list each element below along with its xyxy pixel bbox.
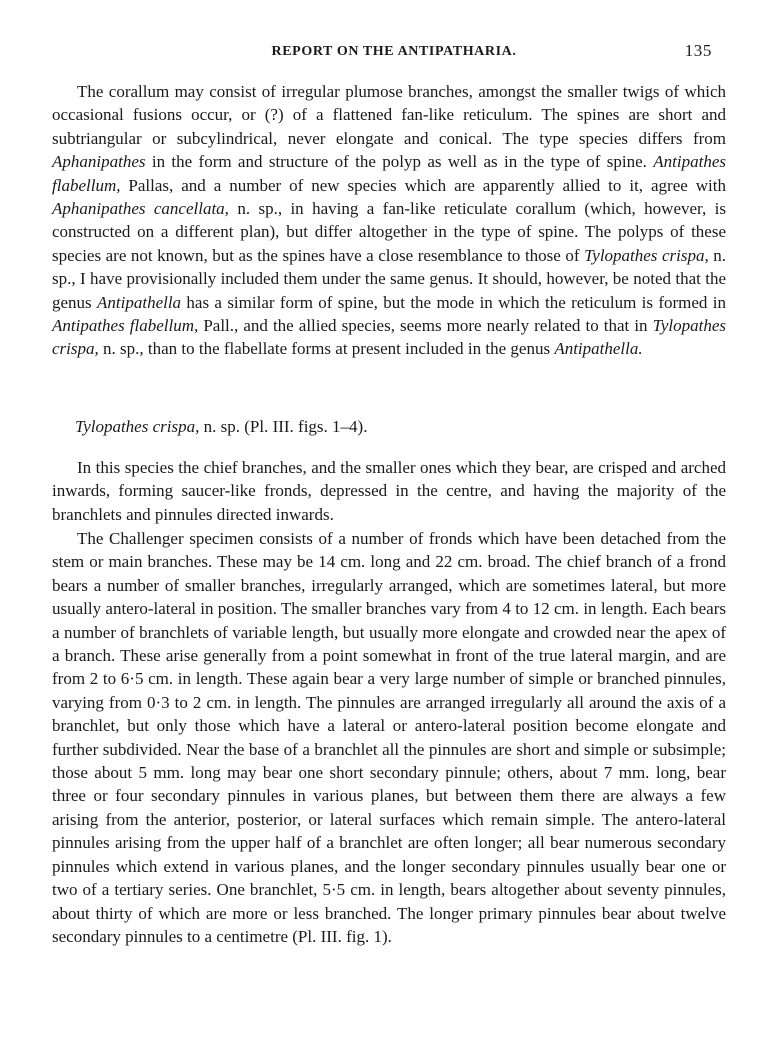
text-run: Pall., and the allied species, seems more nearly related to that in [198,316,653,336]
text-run: in the form and structure of the polyp as well as in the type of spine. [145,152,654,172]
taxon-name: Tylopathes crispa, [52,316,726,359]
taxon-name: Antipathella. [554,339,643,359]
text-run: n. sp., I have provisionally included them under the same genus. It should, however, be noted that the genus [52,245,727,312]
taxon-name: Antipathes flabellum, [52,316,199,336]
taxon-name: Antipathella [97,292,182,312]
running-title: REPORT ON THE ANTIPATHARIA. [271,44,517,59]
paragraph-species-summary [52,456,726,526]
paragraph-specimen-description [52,527,726,948]
paragraph-text: In this species the chief branches, and the smaller ones which they bear, are crisped and arched inwards, forming saucer-like fronds, depressed in the centre, and having the majority of the branchlets and pinnules directed inwards. [52,458,726,524]
paragraph-genus-description [52,80,726,361]
text-run: The corallum may consist of irregular plumose branches, amongst the smaller twigs of which occasional fusions occur, or (?) of a flattened fan-like reticulum. The spines are short and subtriangular or subcylindrical, never elongate and conical. The type species differs from [52,82,726,148]
page-number: 135 [684,41,712,60]
text-run: n. sp., in having a fan-like reticulate corallum (which, however, is constructed on a different plan), but differ altogether in the type of spine. The polyps of these species are not known, but as the spines have a close resemblance to those of [52,199,726,265]
taxon-name: Antipathes flabellum, [52,152,726,195]
species-name: Tylopathes crispa, [75,417,200,436]
paragraph-text [52,80,726,361]
taxon-name: Aphanipathes [52,152,146,172]
text-run: Pallas, and a number of new species which are apparently allied to it, agree with [120,175,726,195]
paragraph-text: The Challenger specimen consists of a number of fronds which have been detached from the stem or main branches. These may be 14 cm. long and 22 cm. broad. The chief branch of a frond bears a number of smaller branches, irregularly arranged, which are sometimes lateral, but more usually antero-lateral in position. The smaller branches vary from 4 to 12 cm. in length. Each bears a number of branchlets of variable length, but usually more elongate and crowded near the apex of a branch. These arise generally from a point somewhat in front of the true lateral margin, and are from 2 to 6·5 cm. in length. These again bear a very large number of simple or branched pinnules, varying from 0·3 to 2 cm. in length. The pinnules are arranged irregularly all around the axis of a branchlet, but only those which have a lateral or antero-lateral position become elongate and further subdivided. Near the base of a branchlet all the pinnules are short and simple or subsimple; those about 5 mm. long may bear one short secondary pinnule; others, about 7 mm. long, bear three or four secondary pinnules in various planes, but between them there are always a few arising from the anterior, posterior, or lateral surfaces which remain simple. The antero-lateral pinnules arising from the upper half of a branchlet are often longer; all bear numerous secondary pinnules which extend in various planes, and the longer secondary pinnules usually bear one or two of a tertiary series. One branchlet, 5·5 cm. in length, bears altogether about seventy pinnules, about thirty of which are more or less branched. The longer primary pinnules bear about twelve secondary pinnules to a centimetre (Pl. III. fig. 1). [52,529,726,946]
taxon-name: Aphanipathes cancellata, [52,199,229,219]
text-run: has a similar form of spine, but the mode in which the reticulum is formed in [181,292,726,312]
species-heading-rest: n. sp. (Pl. III. figs. 1–4). [199,417,368,436]
species-heading [75,417,367,437]
taxon-name: Tylopathes crispa, [584,245,709,265]
text-run: n. sp., than to the flabellate forms at present included in the genus [98,339,555,359]
running-header [76,41,712,64]
